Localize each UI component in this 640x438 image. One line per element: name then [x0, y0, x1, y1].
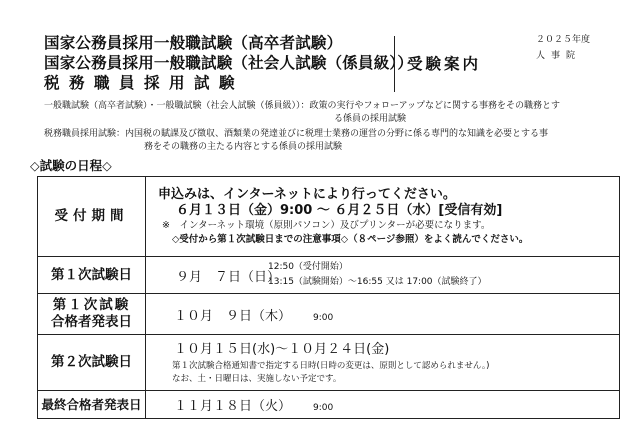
schedule-section-title: ◇試験の日程◇: [30, 158, 112, 173]
first-exam-times: [268, 260, 487, 290]
first-pass-time: 9:00: [313, 312, 334, 323]
final-pass-announcement-label: 最終合格者発表日: [38, 391, 146, 419]
first-pass-announcement-cell: [146, 294, 620, 335]
title-bracket: [388, 36, 395, 92]
label-line: 合格者発表日: [51, 314, 132, 330]
exam-titles: [44, 33, 414, 93]
fiscal-year: ２０２５年度: [536, 35, 591, 45]
second-exam-date-label: 第２次試験日: [38, 335, 146, 391]
first-exam-date-label: 第１次試験日: [38, 257, 146, 294]
title-working-adult-exam: 国家公務員採用一般職試験（社会人試験（係員級））: [44, 54, 414, 72]
schedule-table: [37, 176, 620, 419]
weekend-note: なお、土・日曜日は、実施しない予定です。: [172, 373, 342, 384]
second-exam-dates: １０月１５日(水)～１０月２４日(金): [174, 341, 390, 357]
table-row: [38, 335, 620, 391]
final-pass-date: １１月１８日（火）: [174, 399, 292, 414]
internet-requirement-note: ※ インターネット環境（原則パソコン）及びプリンターが必要になります。: [162, 219, 491, 231]
second-exam-note: 第１次試験合格通知書で指定する日時(日時の変更は、原則として認められません。): [172, 360, 490, 371]
reception-start-time: 12:50（受付開始）: [268, 262, 348, 272]
first-pass-date-time: [158, 305, 619, 324]
description-line: 税務職員採用試験：内国税の賦課及び徴収、酒類業の発達並びに税理士業務の運営の分野に係る専門的な知識を必要とする事: [44, 129, 549, 139]
table-row: [38, 177, 620, 257]
label-line: 第１次試験: [52, 297, 131, 313]
final-pass-time: 9:00: [313, 403, 334, 413]
final-pass-date-time: [158, 395, 619, 414]
general-exam-description: [44, 100, 604, 126]
final-pass-announcement-cell: [146, 391, 620, 419]
description-continuation: 務をその職務の主たる内容とする係員の採用試験: [144, 142, 343, 152]
table-row: [38, 257, 620, 294]
second-exam-date-cell: [146, 335, 620, 391]
organization-name: 人事院: [536, 51, 582, 61]
title-high-school-exam: 国家公務員採用一般職試験（高卒者試験）: [44, 34, 343, 52]
application-method-text: 申込みは、インターネットにより行ってください。: [158, 186, 456, 202]
table-row: [38, 294, 620, 335]
application-period-cell: [146, 177, 620, 257]
precautions-note: ◇受付から第１次試験日までの注意事項◇（８ページ参照）をよく読んでください。: [172, 233, 529, 245]
first-exam-date-cell: [146, 257, 620, 294]
description-continuation: る係員の採用試験: [334, 114, 407, 124]
table-row: [38, 391, 620, 419]
description-line: 一般職試験（高卒者試験）・一般職試験（社会人試験（係員級））：政策の実行やフォローアップなどに関する事務をその職務とす: [44, 101, 560, 111]
first-pass-date: １０月 ９日（木）: [174, 308, 292, 324]
application-period-label: 受付期間: [38, 177, 146, 257]
exam-time-range: 13:15（試験開始）～16:55 又は 17:00（試験終了）: [268, 277, 487, 287]
tax-exam-description: [44, 128, 624, 154]
first-exam-date: ９月 ７日（日）: [176, 270, 281, 285]
exam-guide-heading: 受験案内: [407, 55, 482, 73]
application-dates: ６月１３日（金）9:00 ～ ６月２５日（水）[受信有効]: [176, 202, 503, 218]
title-tax-staff-exam: 税務職員採用試験: [44, 74, 245, 92]
first-pass-announcement-label: [38, 294, 146, 335]
